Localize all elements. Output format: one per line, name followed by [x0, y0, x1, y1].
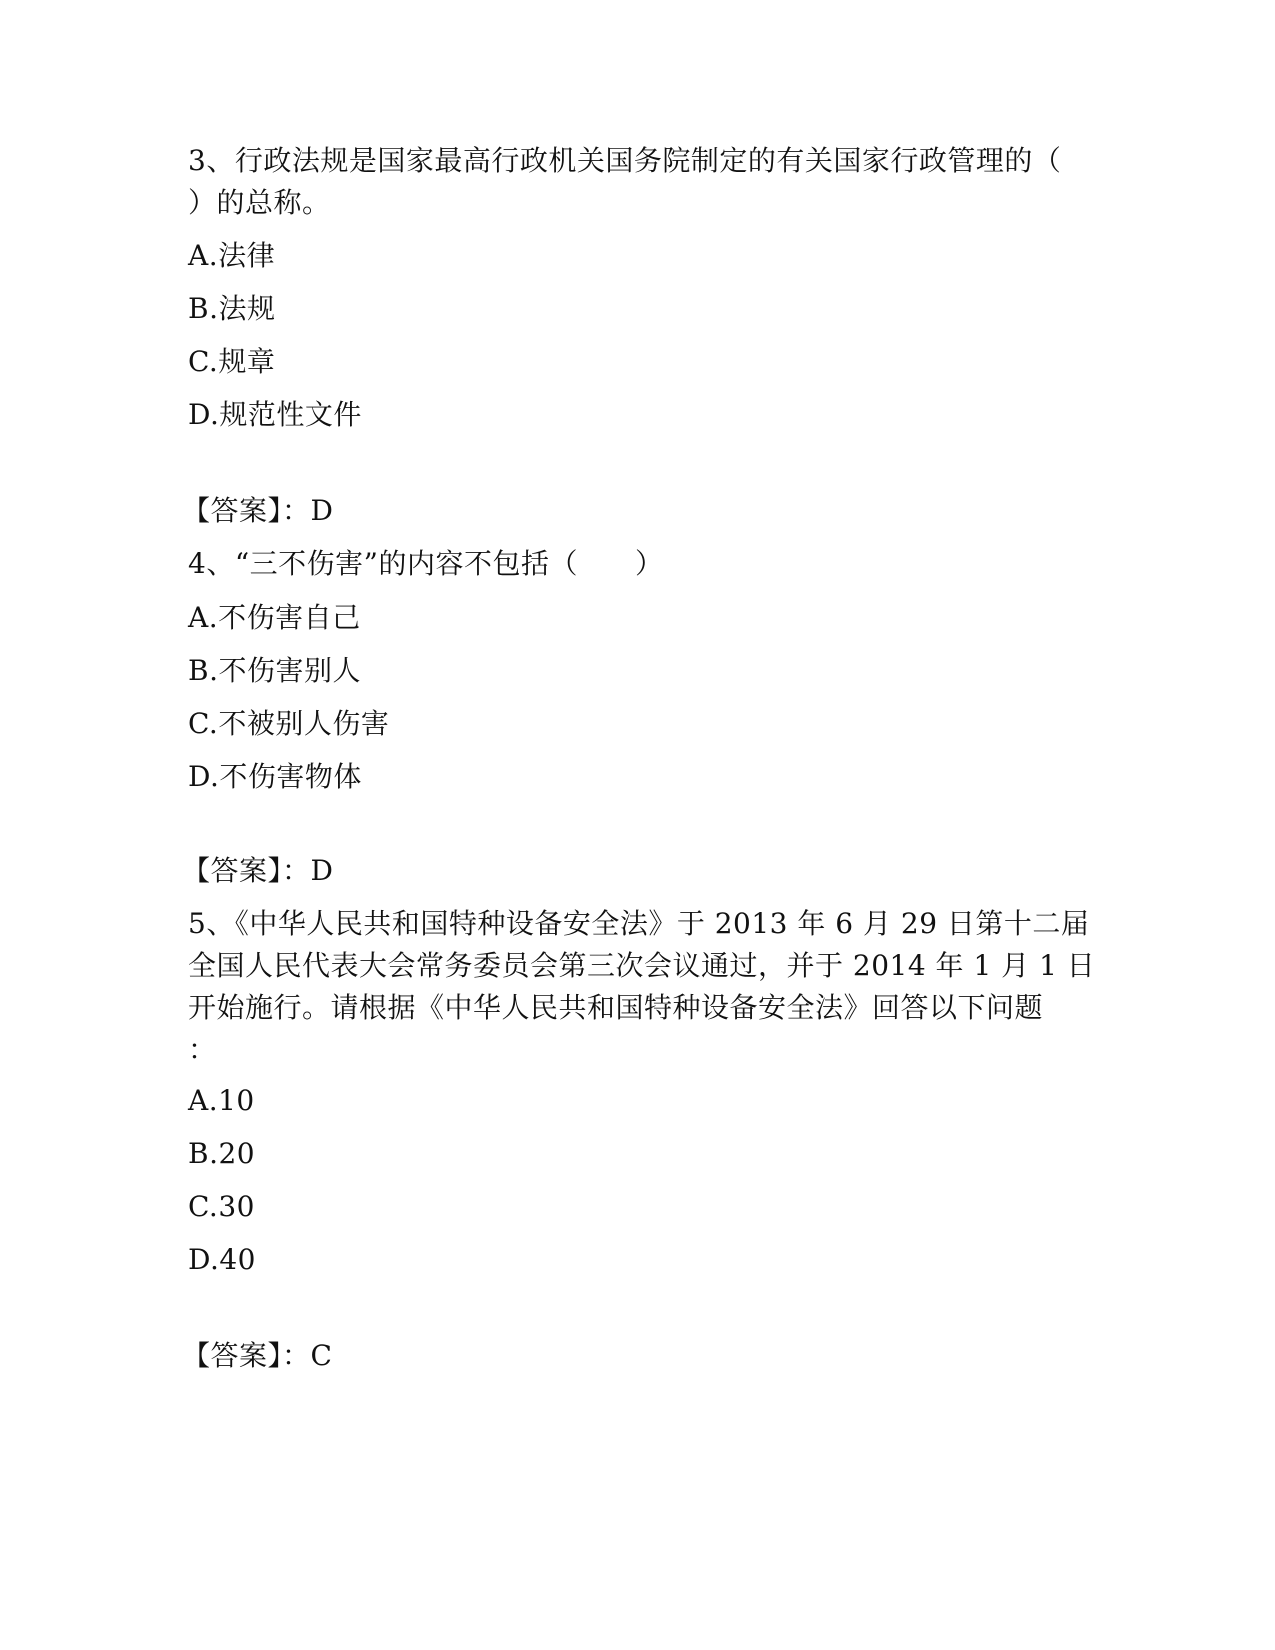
- question-4-option-b: B.不伤害别人: [188, 654, 361, 687]
- question-5-option-c: C.30: [188, 1190, 255, 1223]
- question-3-stem-line-2: ）的总称。: [188, 186, 331, 219]
- question-3-stem-line-1: 3、行政法规是国家最高行政机关国务院制定的有关国家行政管理的（: [188, 144, 1062, 177]
- question-3-option-c: C.规章: [188, 345, 276, 378]
- question-4-option-c: C.不被别人伤害: [188, 707, 390, 740]
- question-3-answer: 【答案】：D: [182, 494, 334, 527]
- question-5-answer: 【答案】：C: [182, 1339, 333, 1372]
- question-5-stem-line-4: ：: [188, 1033, 217, 1066]
- question-5-stem-line-1: 5、《中华人民共和国特种设备安全法》于 2013 年 6 月 29 日第十二届: [188, 907, 1090, 940]
- question-5-stem-line-2: 全国人民代表大会常务委员会第三次会议通过，并于 2014 年 1 月 1 日: [188, 949, 1096, 982]
- question-5-option-d: D.40: [188, 1243, 256, 1276]
- question-3-option-d: D.规范性文件: [188, 398, 362, 431]
- question-4-answer: 【答案】：D: [182, 854, 334, 887]
- question-3-option-a: A.法律: [188, 239, 276, 272]
- question-5-option-a: A.10: [188, 1084, 255, 1117]
- question-4-stem-line-1: 4、“三不伤害”的内容不包括（ ）: [188, 547, 664, 580]
- question-4-option-d: D.不伤害物体: [188, 760, 362, 793]
- question-3-option-b: B.法规: [188, 292, 276, 325]
- question-4-option-a: A.不伤害自己: [188, 601, 361, 634]
- question-5-option-b: B.20: [188, 1137, 256, 1170]
- question-5-stem-line-3: 开始施行。请根据《中华人民共和国特种设备安全法》回答以下问题: [188, 991, 1044, 1024]
